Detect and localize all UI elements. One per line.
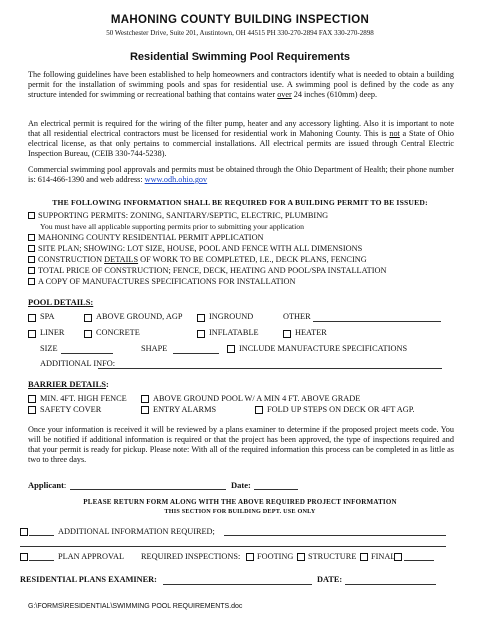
barrier-details-heading: BARRIER DETAILS: xyxy=(28,379,109,389)
required-item-permit-application: MAHONING COUNTY RESIDENTIAL PERMIT APPLICATION xyxy=(28,233,264,243)
examiner-label: RESIDENTIAL PLANS EXAMINER: xyxy=(20,575,157,584)
required-item-manufacturer-specs: A COPY OF MANUFACTURES SPECIFICATIONS FOR INSTALLATION xyxy=(28,277,296,287)
additional-required-field-2[interactable] xyxy=(20,546,446,547)
shape-field[interactable] xyxy=(173,353,219,354)
checkbox[interactable] xyxy=(28,234,35,241)
structure-label: STRUCTURE xyxy=(308,552,357,561)
inground-checkbox[interactable] xyxy=(197,314,205,322)
final-blank[interactable] xyxy=(404,560,434,561)
required-item-construction-details: CONSTRUCTION DETAILS OF WORK TO BE COMPLETED, I.E., DECK PLANS, FENCING xyxy=(28,255,367,265)
min-fence-checkbox[interactable] xyxy=(28,395,36,403)
required-inspections-label: REQUIRED INSPECTIONS: xyxy=(141,552,241,561)
checkbox[interactable] xyxy=(28,256,35,263)
above-ground-checkbox[interactable] xyxy=(84,314,92,322)
intro-paragraph-1: The following guidelines have been established to help homeowners and contractors identify what is needed to obtain a building permit for the installation of swimming pools and spas for residential use. A swimming pool is defined by the code as any structure intended for swimming or recreational bathing that contains water over 24 inches (610mm) deep. xyxy=(28,70,454,99)
odh-link[interactable]: www.odh.ohio.gov xyxy=(144,175,208,184)
agency-address: 50 Westchester Drive, Suite 201, Austintown, OH 44515 PH 330-270-2894 FAX 330-270-2898 xyxy=(106,29,374,37)
examiner-field[interactable] xyxy=(163,584,312,585)
above-ground-pool-checkbox[interactable] xyxy=(141,395,149,403)
additional-info-field[interactable] xyxy=(98,368,442,369)
fold-up-steps-label: FOLD UP STEPS ON DECK OR 4FT AGP. xyxy=(267,405,415,414)
min-fence-label: MIN. 4FT. HIGH FENCE xyxy=(40,394,127,403)
plan-approval-blank[interactable] xyxy=(29,560,54,561)
checkbox[interactable] xyxy=(28,278,35,285)
liner-label: LINER xyxy=(40,328,65,337)
additional-required-blank[interactable] xyxy=(29,535,54,536)
above-ground-label: ABOVE GROUND, AGP xyxy=(96,312,183,321)
footing-label: FOOTING xyxy=(257,552,294,561)
additional-required-checkbox[interactable] xyxy=(20,528,28,536)
checkbox[interactable] xyxy=(28,212,35,219)
applicant-field[interactable] xyxy=(70,489,226,490)
above-ground-pool-label: ABOVE GROUND POOL W/ A MIN 4 FT. ABOVE GRADE xyxy=(153,394,361,403)
file-path-footer: G:\FORMS\RESIDENTIAL\SWIMMING POOL REQUIREMENTS.doc xyxy=(28,603,243,610)
checkbox[interactable] xyxy=(28,267,35,274)
footing-checkbox[interactable] xyxy=(246,553,254,561)
spa-label: SPA xyxy=(40,312,55,321)
required-item-total-price: TOTAL PRICE OF CONSTRUCTION; FENCE, DECK, HEATING AND POOL/SPA INSTALLATION xyxy=(28,266,386,276)
agency-name: MAHONING COUNTY BUILDING INSPECTION xyxy=(110,14,370,26)
examiner-date-field[interactable] xyxy=(345,584,436,585)
checkbox[interactable] xyxy=(28,245,35,252)
required-item-note: You must have all applicable supporting permits prior to submitting your application xyxy=(40,222,305,231)
concrete-label: CONCRETE xyxy=(96,328,140,337)
dept-use-only: THIS SECTION FOR BUILDING DEPT. USE ONLY xyxy=(164,508,316,515)
required-heading: THE FOLLOWING INFORMATION SHALL BE REQUIRED FOR A BUILDING PERMIT TO BE ISSUED: xyxy=(52,198,428,207)
safety-cover-checkbox[interactable] xyxy=(28,406,36,414)
examiner-date-label: DATE: xyxy=(317,575,343,584)
page-title: Residential Swimming Pool Requirements xyxy=(129,51,351,63)
pool-details-heading: POOL DETAILS: xyxy=(28,297,94,307)
safety-cover-label: SAFETY COVER xyxy=(40,405,102,414)
additional-info-label: ADDITIONAL INFO: xyxy=(40,359,116,368)
additional-required-label: ADDITIONAL INFORMATION REQUIRED; xyxy=(58,527,215,536)
inflatable-checkbox[interactable] xyxy=(197,330,205,338)
include-specs-checkbox[interactable] xyxy=(227,345,235,353)
other-label: OTHER xyxy=(283,312,311,321)
applicant-date-field[interactable] xyxy=(254,489,298,490)
inflatable-label: INFLATABLE xyxy=(209,328,259,337)
final-label: FINAL xyxy=(371,552,396,561)
size-field[interactable] xyxy=(61,353,113,354)
liner-checkbox[interactable] xyxy=(28,330,36,338)
inground-label: INGROUND xyxy=(209,312,254,321)
review-paragraph: Once your information is received it will be reviewed by a plans examiner to determine if the proposed project meets code. You will be notified if additional information is required or that the project has been approved, the type of inspections required and that your permit is ready for pickup. Please note: With all of the required information this process can be completed in as little as two to three days. xyxy=(28,425,454,464)
intro-paragraph-2: An electrical permit is required for the wiring of the filter pump, heater and any accessory lighting. Also it is important to note that all residential electrical contractors must be licensed for residential work in Mahoning County. This is not a State of Ohio electrical license, as that only pertains to commercial installations. All electrical permits are issued through Central Electric Inspection Bureau, (CEIB 330-744-5238). xyxy=(28,119,454,158)
plan-approval-label: PLAN APPROVAL xyxy=(58,552,125,561)
size-label: SIZE xyxy=(40,344,58,353)
entry-alarms-checkbox[interactable] xyxy=(141,406,149,414)
plan-approval-checkbox[interactable] xyxy=(20,553,28,561)
final-checkbox[interactable] xyxy=(360,553,368,561)
applicant-date-label: Date: xyxy=(231,480,251,490)
structure-checkbox[interactable] xyxy=(297,553,305,561)
required-item-supporting-permits: SUPPORTING PERMITS: ZONING, SANITARY/SEPTIC, ELECTRIC, PLUMBING xyxy=(28,211,328,221)
include-specs-label: INCLUDE MANUFACTURE SPECIFICATIONS xyxy=(239,344,408,353)
entry-alarms-label: ENTRY ALARMS xyxy=(153,405,217,414)
applicant-label: Applicant: xyxy=(28,480,67,490)
heater-checkbox[interactable] xyxy=(283,330,291,338)
shape-label: SHAPE xyxy=(141,344,168,353)
fold-up-steps-checkbox[interactable] xyxy=(255,406,263,414)
additional-required-field-1[interactable] xyxy=(224,535,446,536)
return-note: PLEASE RETURN FORM ALONG WITH THE ABOVE REQUIRED PROJECT INFORMATION xyxy=(83,498,397,506)
other-field[interactable] xyxy=(313,321,441,322)
required-item-site-plan: SITE PLAN; SHOWING: LOT SIZE, HOUSE, POOL AND FENCE WITH ALL DIMENSIONS xyxy=(28,244,362,254)
intro-paragraph-3: Commercial swimming pool approvals and permits must be obtained through the Ohio Department of Health; their phone number is: 614-466-1390 and web address: www.odh.ohio.gov xyxy=(28,165,454,184)
heater-label: HEATER xyxy=(295,328,327,337)
final-extra-checkbox[interactable] xyxy=(394,553,402,561)
concrete-checkbox[interactable] xyxy=(84,330,92,338)
spa-checkbox[interactable] xyxy=(28,314,36,322)
